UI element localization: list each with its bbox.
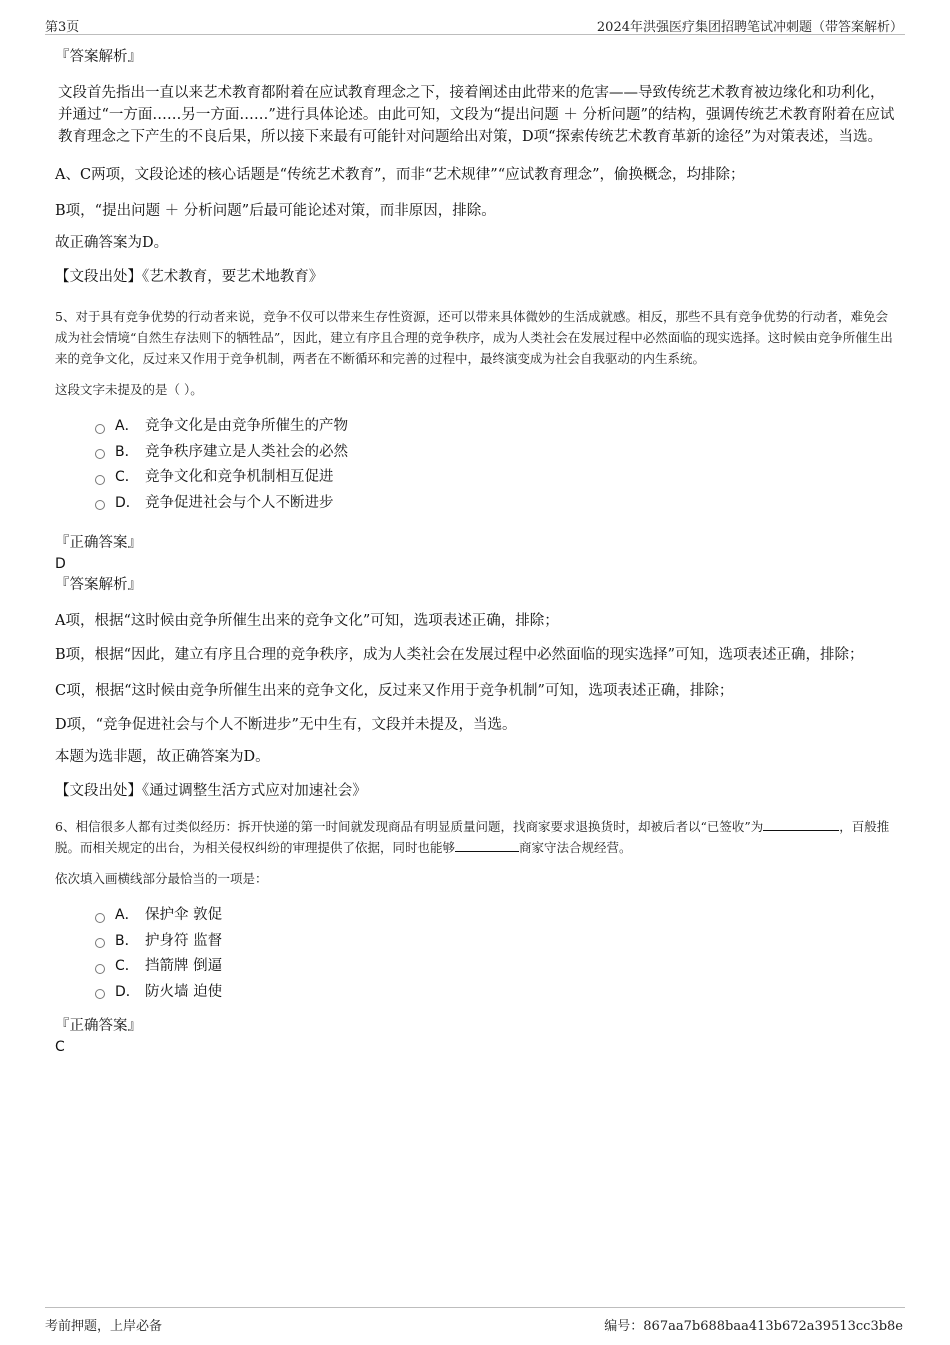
page-number: 第3页	[45, 20, 80, 35]
document-id: 编号：867aa7b688baa413b672a39513cc3b8e	[604, 1319, 903, 1334]
q5-stem: 5、对于具有竞争优势的行动者来说，竞争不仅可以带来生存性资源，还可以带来具体微妙的生活成就感。相反，那些不具有竞争优势的行动者，难免会成为社会情境“自然生存法则下的牺牲品”，因此，建立有序且合理的竞争秩序，成为人类社会在发展过程中必然面临的现实选择。这时候由竞争所催生出来的竞争文化，反过来又作用于竞争机制，两者在不断循环和完善的过程中，最终演变成为社会自我驱动的内生系统。	[55, 309, 893, 366]
footer-slogan: 考前押题，上岸必备	[45, 1319, 163, 1334]
q6-option-c[interactable]: C． 挡箭牌 倒逼	[95, 954, 897, 980]
fill-blank-2	[455, 838, 519, 852]
q5-option-d[interactable]: D． 竞争促进社会与个人不断进步	[95, 491, 897, 517]
q5-answer: D	[55, 556, 66, 572]
radio-icon[interactable]	[95, 449, 105, 459]
q6-option-b[interactable]: B． 护身符 监督	[95, 929, 897, 955]
radio-icon[interactable]	[95, 913, 105, 923]
q6-option-d[interactable]: D． 防火墙 迫使	[95, 980, 897, 1006]
q5-option-b[interactable]: B． 竞争秩序建立是人类社会的必然	[95, 440, 897, 466]
q6-options	[95, 903, 897, 1005]
q6-option-a[interactable]: A． 保护伞 敦促	[95, 903, 897, 929]
q5-question: 这段文字未提及的是（ ）。	[55, 382, 203, 397]
q5-analysis-c: C项，根据“这时候由竞争所催生出来的竞争文化，反过来又作用于竞争机制”可知，选项表述正确，排除；	[55, 683, 734, 699]
q4-analysis-label: 『答案解析』	[55, 49, 142, 65]
document-title: 2024年洪强医疗集团招聘笔试冲刺题（带答案解析）	[596, 20, 903, 35]
q5-analysis-a: A项，根据“这时候由竞争所催生出来的竞争文化”可知，选项表述正确，排除；	[55, 613, 559, 629]
q4-source: 【文段出处】《艺术教育，要艺术地教育》	[55, 269, 324, 285]
q5-conclusion: 本题为选非题，故正确答案为D。	[55, 749, 270, 765]
radio-icon[interactable]	[95, 964, 105, 974]
q4-analysis-p2: A、C两项，文段论述的核心话题是“传统艺术教育”，而非“艺术规律”“应试教育理念”，偷换概念，均排除；	[55, 167, 745, 183]
radio-icon[interactable]	[95, 938, 105, 948]
q6-question: 依次填入画横线部分最恰当的一项是：	[55, 871, 268, 886]
q4-analysis-p1: 文段首先指出一直以来艺术教育都附着在应试教育理念之下，接着阐述由此带来的危害——导致传统艺术教育被边缘化和功利化，并通过“一方面……另一方面……”进行具体论述。由此可知，文段为“提出问题 ＋ 分析问题”的结构，强调传统艺术教育附着在应试教育理念之下产生的不良后果，所以接下来最有可能针对问题给出对策，D项“探索传统艺术教育革新的途径”为对策表述，当选。	[58, 85, 895, 145]
page-content	[55, 46, 897, 1057]
q4-analysis-p3: B项，“提出问题 ＋ 分析问题”后最可能论述对策，而非原因，排除。	[55, 203, 496, 219]
q4-analysis-p4: 故正确答案为D。	[55, 235, 169, 251]
q6-stem: 6、相信很多人都有过类似经历：拆开快递的第一时间就发现商品有明显质量问题，找商家要求退换货时，却被后者以“已签收”为 ，百般推脱。而相关规定的出台，为相关侵权纠纷的审理提供了依据，同时也能够 商家守法合规经营。	[55, 819, 890, 855]
q5-analysis-label: 『答案解析』	[55, 577, 142, 593]
q6-answer: C	[55, 1039, 65, 1055]
q5-options	[95, 414, 897, 516]
q5-option-a[interactable]: A． 竞争文化是由竞争所催生的产物	[95, 414, 897, 440]
radio-icon[interactable]	[95, 475, 105, 485]
fill-blank-1	[763, 817, 839, 831]
page-footer	[45, 1307, 905, 1336]
q6-answer-label: 『正确答案』	[55, 1018, 142, 1034]
page-header	[45, 12, 905, 35]
radio-icon[interactable]	[95, 424, 105, 434]
q5-analysis-b: B项，根据“因此，建立有序且合理的竞争秩序，成为人类社会在发展过程中必然面临的现实选择”可知，选项表述正确，排除；	[55, 647, 864, 663]
q5-option-c[interactable]: C． 竞争文化和竞争机制相互促进	[95, 465, 897, 491]
radio-icon[interactable]	[95, 500, 105, 510]
q5-analysis-d: D项，“竞争促进社会与个人不断进步”无中生有，文段并未提及，当选。	[55, 717, 517, 733]
q5-source: 【文段出处】《通过调整生活方式应对加速社会》	[55, 783, 367, 799]
q5-answer-label: 『正确答案』	[55, 535, 142, 551]
radio-icon[interactable]	[95, 989, 105, 999]
